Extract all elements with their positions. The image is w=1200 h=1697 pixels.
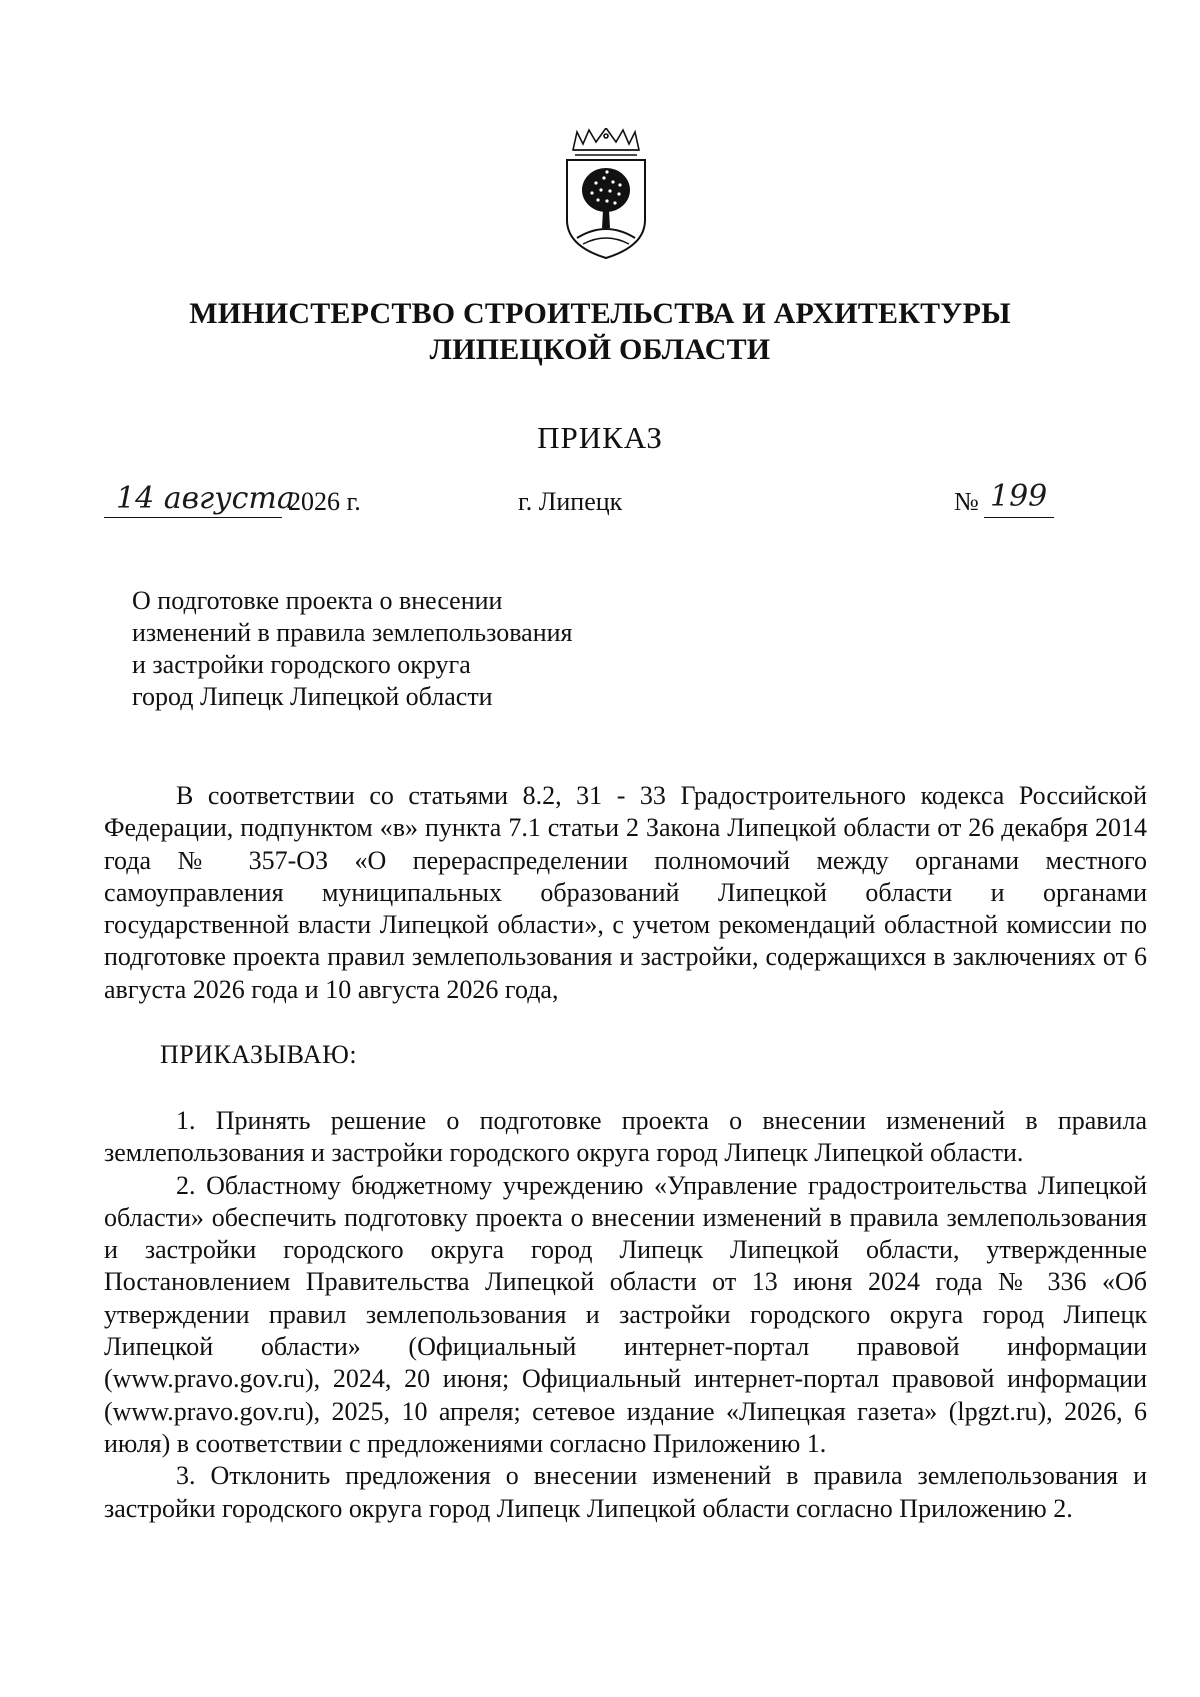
- city-name: г. Липецк: [518, 487, 623, 516]
- subject-line: изменений в правила землепользования: [132, 618, 573, 647]
- subject-line: О подготовке проекта о внесении: [132, 586, 503, 615]
- order-items: [104, 1105, 1147, 1525]
- handwritten-number: 199: [990, 479, 1048, 514]
- number-underline: [984, 517, 1054, 518]
- preamble-paragraph: В соответствии со статьями 8.2, 31 - 33 Градостроительного кодекса Российской Федерации, подпунктом «в» пункта 7.1 статьи 2 Закона Липецкой области от 26 декабря 2014 года № 357-ОЗ «О перераспределении полномочий между органами местного самоуправления муниципальных образований Липецкой области и органами государственной власти Липецкой области», с учетом рекомендаций областной комиссии по подготовке проекта правил землепользования и застройки, содержащихся в заключениях от 6 августа 2026 года и 10 августа 2026 года,: [104, 781, 1147, 1004]
- subject-line: город Липецк Липецкой области: [132, 682, 493, 711]
- ministry-name-line1: МИНИСТЕРСТВО СТРОИТЕЛЬСТВА И АРХИТЕКТУРЫ: [189, 297, 1011, 330]
- order-item-3: 3. Отклонить предложения о внесении изменений в правила землепользования и застройки городского округа город Липецк Липецкой области согласно Приложению 2.: [104, 1461, 1147, 1523]
- number-label: №: [954, 487, 979, 516]
- coat-of-arms-icon: [563, 128, 649, 260]
- order-item-1: 1. Принять решение о подготовке проекта о внесении изменений в правила землепользования и застройки городского округа город Липецк Липецкой области.: [104, 1106, 1147, 1168]
- document-subject: [132, 585, 732, 713]
- date-underline: [104, 517, 282, 518]
- order-word: ПРИКАЗЫВАЮ:: [160, 1040, 358, 1069]
- order-item-2: 2. Областному бюджетному учреждению «Управление градостроительства Липецкой области» обеспечить подготовку проекта о внесении изменений в правила землепользования и застройки городского округа город Липецк Липецкой области, утвержденные Постановлением Правительства Липецкой области от 13 июня 2024 года № 336 «Об утверждении правил землепользования и застройки городского округа город Липецк Липецкой области» (Официальный интернет-портал правовой информации (www.pravo.gov.ru), 2024, 20 июня; Официальный интернет-портал правовой информации (www.pravo.gov.ru), 2025, 10 апреля; сетевое издание «Липецкая газета» (lpgzt.ru), 2026, 6 июля) в соответствии с предложениями согласно Приложению 1.: [104, 1170, 1147, 1458]
- subject-line: и застройки городского округа: [132, 650, 471, 679]
- handwritten-date: 14 августа: [116, 481, 295, 516]
- ministry-name-line2: ЛИПЕЦКОЙ ОБЛАСТИ: [429, 333, 771, 366]
- document-type-title: ПРИКАЗ: [537, 420, 663, 455]
- date-number-line: [104, 479, 1104, 521]
- date-year: 2026 г.: [288, 487, 361, 516]
